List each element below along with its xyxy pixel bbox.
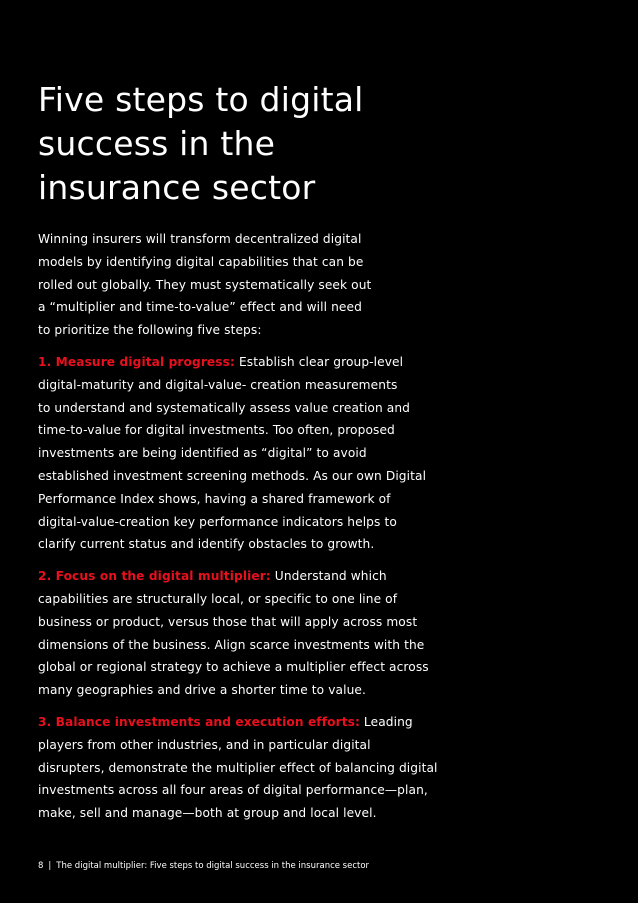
title-line: Five steps to digital xyxy=(38,80,364,119)
text-line: dimensions of the business. Align scarce investments with the xyxy=(38,637,425,652)
footer-text: The digital multiplier: Five steps to digital success in the insurance sector xyxy=(56,861,370,871)
step-3-paragraph xyxy=(38,711,628,825)
text-line: a “multiplier and time-to-value” effect and will need xyxy=(38,300,362,315)
text-line: rolled out globally. They must systematically seek out xyxy=(38,277,372,292)
step-2-heading: 2. Focus on the digital multiplier: xyxy=(38,569,271,584)
text-line: investments across all four areas of digital performance—plan, xyxy=(38,783,428,798)
text-line: make, sell and manage—both at group and local level. xyxy=(38,806,377,821)
text-line: established investment screening methods. As our own Digital xyxy=(38,468,427,483)
text-line xyxy=(38,711,628,734)
text-line: business or product, versus those that will apply across most xyxy=(38,614,418,629)
intro-paragraph xyxy=(38,228,628,342)
step-2-paragraph xyxy=(38,565,628,702)
text-line: Winning insurers will transform decentralized digital xyxy=(38,232,362,246)
step-1-heading: 1. Measure digital progress: xyxy=(38,354,235,369)
step-3-heading: 3. Balance investments and execution efforts: xyxy=(38,714,360,729)
body-text xyxy=(38,228,628,834)
step-2-lead-text: Understand which xyxy=(270,569,387,584)
step-1-lead-text: Establish clear group-level xyxy=(235,354,404,369)
page-title xyxy=(38,78,598,210)
text-line: disrupters, demonstrate the multiplier effect of balancing digital xyxy=(38,760,438,775)
text-line xyxy=(38,351,628,374)
text-line: Performance Index shows, having a shared framework of xyxy=(38,491,391,506)
text-line: players from other industries, and in particular digital xyxy=(38,737,371,752)
text-line: many geographies and drive a shorter time to value. xyxy=(38,683,366,698)
text-line: investments are being identified as “digital” to avoid xyxy=(38,446,367,461)
title-line: success in the xyxy=(38,124,276,163)
text-line: clarify current status and identify obstacles to growth. xyxy=(38,537,375,552)
text-line: models by identifying digital capabilities that can be xyxy=(38,254,364,269)
text-line xyxy=(38,565,628,588)
title-line: insurance sector xyxy=(38,168,316,207)
text-line: digital-value-creation key performance indicators helps to xyxy=(38,514,397,529)
step-3-lead-text: Leading xyxy=(359,714,413,729)
text-line: time-to-value for digital investments. Too often, proposed xyxy=(38,423,395,438)
step-1-paragraph xyxy=(38,351,628,556)
text-line: to understand and systematically assess value creation and xyxy=(38,400,411,415)
page-footer xyxy=(38,860,369,872)
page-number: 8 xyxy=(38,861,44,871)
text-line: global or regional strategy to achieve a multiplier effect across xyxy=(38,660,429,675)
text-line: digital-maturity and digital-value- creation measurements xyxy=(38,377,398,392)
text-line: capabilities are structurally local, or specific to one line of xyxy=(38,591,398,606)
footer-separator: | xyxy=(48,861,52,871)
text-line: to prioritize the following five steps: xyxy=(38,323,262,338)
